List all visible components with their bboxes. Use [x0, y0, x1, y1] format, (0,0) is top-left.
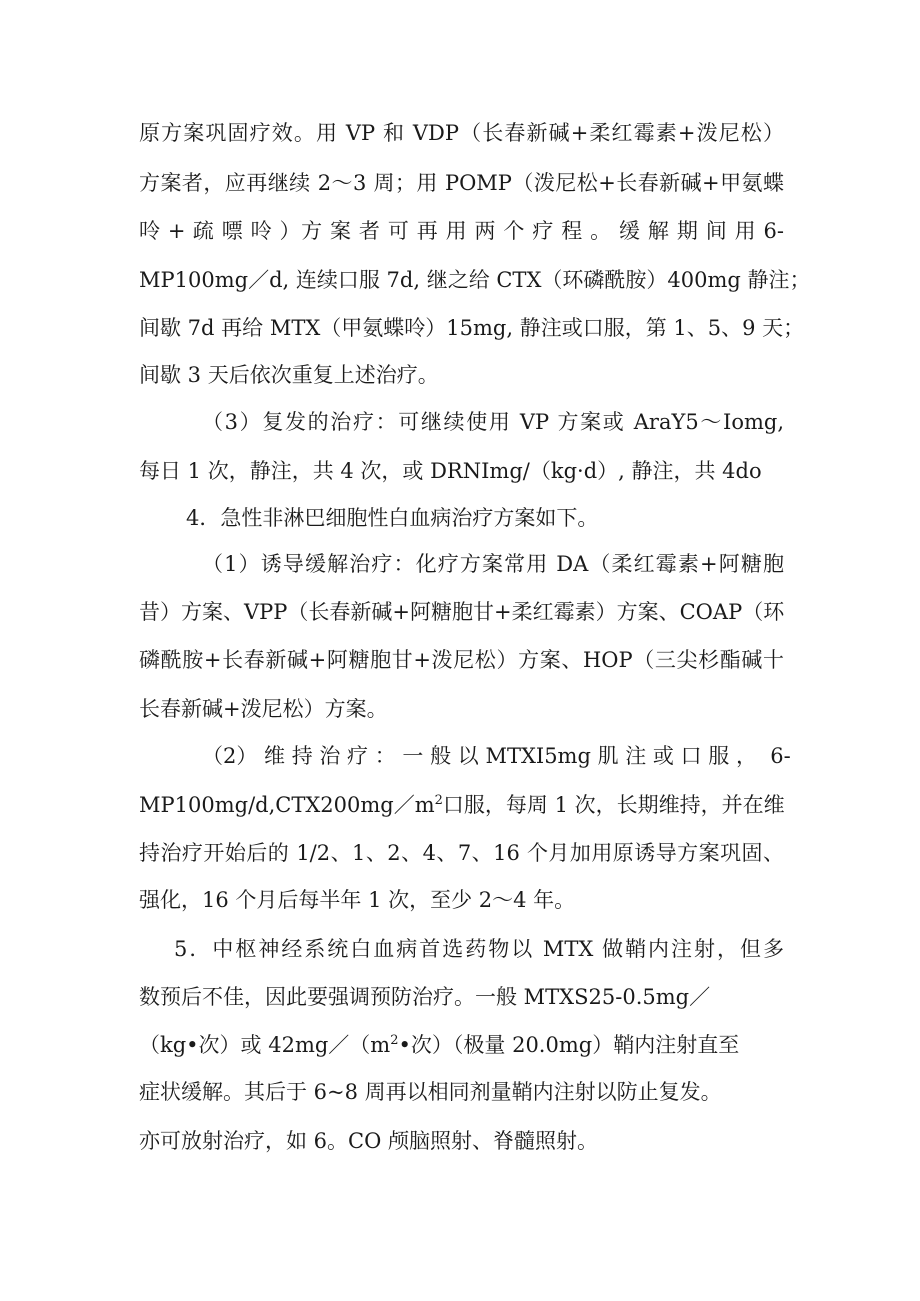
- paragraph-4-line-2-start: MP100mg/d,CTX200mg／m: [139, 793, 435, 817]
- paragraph-5-line-3-end: •次）（极量 20.0mg）鞘内注射直至: [398, 1033, 740, 1057]
- paragraph-2-line-1: （3）复发的治疗：可继续使用 VP 方案或 AraY5～Iomg,: [202, 410, 784, 434]
- paragraph-5-line-5: 亦可放射治疗，如 6。CO 颅脑照射、脊髓照射。: [139, 1129, 598, 1153]
- paragraph-5-line-1: 5．中枢神经系统白血病首选药物以 MTX 做鞘内注射，但多: [174, 937, 784, 961]
- paragraph-1-line-6: 间歇 3 天后依次重复上述治疗。: [139, 363, 439, 387]
- superscript-2: 2: [390, 1033, 399, 1048]
- paragraph-1-line-1: 原方案巩固疗效。用 VP 和 VDP（长春新碱+柔红霉素+泼尼松）: [139, 121, 784, 145]
- paragraph-5-line-3-start: （kg•次）或 42mg／（m: [139, 1033, 391, 1057]
- paragraph-4-line-2: [139, 790, 785, 820]
- paragraph-3-line-4: 长春新碱+泼尼松）方案。: [139, 697, 388, 721]
- paragraph-3-line-1: （1）诱导缓解治疗：化疗方案常用 DA（柔红霉素+阿糖胞: [202, 552, 784, 576]
- paragraph-3-line-2: 昔）方案、VPP（长春新碱+阿糖胞甘+柔红霉素）方案、COAP（环: [139, 600, 785, 624]
- paragraph-5-line-2: 数预后不佳，因此要强调预防治疗。一般 MTXS25-0.5mg／: [139, 985, 711, 1009]
- paragraph-4-line-2-end: 口服，每周 1 次，长期维持，并在维: [442, 793, 785, 817]
- paragraph-5-line-4: 症状缓解。其后于 6~8 周再以相同剂量鞘内注射以防止复发。: [139, 1080, 722, 1104]
- paragraph-1-line-3: 呤 + 疏 嘌 呤 ）方 案 者 可 再 用 两 个 疗 程 。 缓 解 期 间 用 6-: [139, 219, 784, 243]
- paragraph-4-line-4: 强化，16 个月后每半年 1 次，至少 2～4 年。: [139, 888, 576, 912]
- paragraph-4-line-1: （2） 维 持 治 疗 ： 一 般 以 MTXI5mg 肌 注 或 口 服 ， 6-: [202, 744, 791, 768]
- paragraph-4-line-3: 持治疗开始后的 1/2、1、2、4、7、16 个月加用原诱导方案巩固、: [139, 841, 784, 865]
- paragraph-1-line-5: 间歇 7d 再给 MTX（甲氨蝶呤）15mg, 静注或口服，第 1、5、9 天；: [139, 316, 805, 340]
- paragraph-3-line-3: 磷酰胺+长春新碱+阿糖胞甘+泼尼松）方案、HOP（三尖杉酯碱十: [139, 648, 784, 672]
- paragraph-1-line-4: MP100mg／d, 连续口服 7d, 继之给 CTX（环磷酰胺）400mg 静注；: [139, 268, 811, 292]
- paragraph-2-line-2: 每日 1 次，静注，共 4 次，或 DRNImg/（kg·d）, 静注，共 4do: [139, 459, 762, 483]
- paragraph-5-line-3: [139, 1030, 739, 1060]
- section-heading-4: 4．急性非淋巴细胞性白血病治疗方案如下。: [186, 506, 599, 530]
- paragraph-1-line-2: 方案者，应再继续 2～3 周；用 POMP（泼尼松+长春新碱+甲氨蝶: [139, 171, 784, 195]
- superscript-2: 2: [434, 793, 443, 808]
